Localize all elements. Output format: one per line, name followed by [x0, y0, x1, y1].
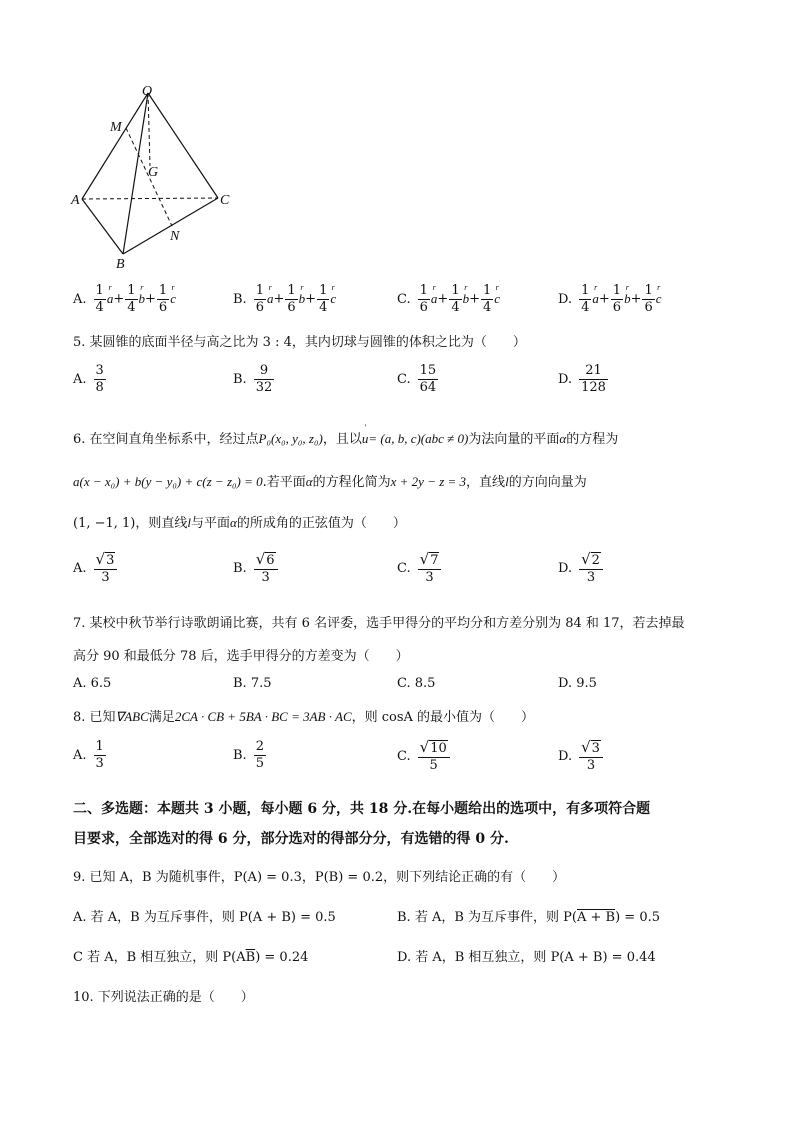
q5-option-a	[73, 364, 107, 394]
numerator: 1	[287, 283, 296, 298]
vector-c	[330, 282, 337, 307]
fraction	[481, 284, 493, 314]
q6-simplified-plane: x + 2y − z = 3	[390, 474, 467, 489]
numerator: 3	[95, 363, 104, 378]
radicand: 10	[430, 741, 447, 756]
vector-mark: r	[268, 282, 272, 292]
q7-line2: 高分 90 和最低分 78 后，选手甲得分的方差变为（ ）	[73, 649, 409, 664]
q8-suffix: ，则 cosA 的最小值为（ ）	[351, 710, 535, 725]
q6-normal: = (a, b, c)(abc ≠ 0)	[368, 431, 469, 446]
plus-sign: +	[273, 291, 285, 307]
option-label: D.	[558, 291, 573, 307]
q8-mid: 满足	[148, 710, 175, 725]
vector-c	[170, 282, 176, 307]
q6-plane-equation: a(x − x₀) + b(y − y₀) + c(z − z₀) = 0	[73, 474, 263, 489]
fraction	[579, 552, 603, 584]
fraction	[579, 284, 591, 314]
q6-text-f: .若平面	[262, 475, 306, 490]
fraction	[317, 284, 329, 314]
edge-bc	[123, 198, 218, 254]
q9-option-d: D. 若 A，B 相互独立，则 P(A + B) = 0.44	[397, 950, 656, 965]
option-label: B.	[233, 560, 247, 576]
q8-option-a	[73, 740, 107, 770]
fraction	[611, 284, 623, 314]
vector-b	[624, 282, 631, 307]
fraction	[642, 284, 654, 314]
label-g: G	[148, 165, 159, 180]
fraction	[579, 364, 608, 394]
edge-ac-hidden	[82, 198, 218, 199]
label-m: M	[110, 120, 122, 135]
denominator: 3	[425, 569, 434, 585]
numerator: 9	[254, 364, 275, 380]
plus-sign: +	[437, 291, 449, 307]
q8-vector-expression: 2CA · CB + 5BA · BC = 3AB · AC	[174, 709, 352, 724]
vector-letter: a	[592, 290, 599, 306]
label-a: A	[71, 193, 80, 208]
vector-letter: a	[106, 290, 114, 306]
denominator: 32	[255, 379, 273, 395]
q6-option-b	[233, 552, 279, 584]
sqrt-symbol: √	[581, 738, 591, 756]
numerator	[418, 740, 450, 758]
label-b: B	[116, 257, 125, 272]
numerator: 1	[451, 283, 460, 298]
option-label: D.	[558, 371, 573, 387]
option-label: B.	[233, 371, 247, 387]
numerator: 1	[419, 283, 428, 298]
q5-option-b	[233, 364, 275, 394]
vector-letter: b	[298, 290, 306, 306]
edge-ob	[123, 93, 148, 254]
q6-alpha-2: α	[305, 474, 313, 489]
edge-ab	[82, 199, 123, 254]
vector-b	[462, 282, 470, 307]
q6-option-d	[558, 552, 604, 584]
fraction	[418, 364, 439, 394]
numerator	[579, 740, 603, 758]
fraction	[157, 284, 169, 314]
numerator: 1	[95, 739, 104, 754]
numerator: 1	[581, 283, 590, 298]
denominator: 6	[419, 299, 428, 315]
segment-og	[148, 93, 150, 166]
sqrt-symbol: √	[581, 550, 591, 568]
plus-sign: +	[113, 291, 125, 307]
denominator: 3	[261, 569, 270, 585]
q6-alpha-3: α	[230, 515, 237, 530]
edge-oa	[82, 93, 148, 199]
fraction	[94, 364, 106, 394]
numerator: 2	[255, 739, 264, 754]
label-n: N	[170, 229, 180, 244]
radicand: 2	[591, 553, 600, 568]
q6-direction-vector: (1, −1, 1)	[73, 516, 136, 531]
option-label: C.	[397, 748, 411, 764]
fraction	[94, 552, 118, 584]
q4-option-d	[558, 284, 662, 314]
q5-option-d	[558, 364, 609, 394]
fraction	[125, 284, 137, 314]
q8-option-d	[558, 740, 604, 772]
section2-heading-line1: 二、多选题：本题共 3 小题，每小题 6 分，共 18 分.在每小题给出的选项中，有多项符合题	[73, 801, 651, 817]
q6-line-l: l	[505, 474, 509, 489]
q4-option-b	[233, 284, 336, 314]
q6-text-b: ，且以	[322, 432, 362, 447]
numerator: 1	[319, 283, 328, 298]
q8-option-b	[233, 740, 267, 770]
fraction	[285, 284, 297, 314]
denominator: 3	[101, 569, 110, 585]
vector-mark: r	[625, 282, 629, 292]
section2-heading-line2: 目要求，全部选对的得 6 分，部分选对的得部分分，有选错的得 0 分.	[73, 831, 509, 847]
q6-line3	[73, 512, 406, 531]
q8-option-c	[397, 740, 451, 772]
q4-option-a	[73, 284, 176, 314]
option-label: B.	[233, 747, 247, 763]
denominator: 6	[255, 299, 264, 315]
radicand: 7	[430, 553, 439, 568]
q5-stem: 5. 某圆锥的底面半径与高之比为 3 : 4，其内切球与圆锥的体积之比为（ ）	[73, 335, 526, 350]
vector-mark: r	[432, 282, 436, 292]
option-label: C.	[397, 291, 411, 307]
option-label: D.	[558, 748, 573, 764]
numerator	[418, 552, 442, 570]
vector-a	[592, 282, 599, 307]
sqrt-symbol: √	[95, 550, 106, 568]
vector-letter: b	[624, 290, 631, 306]
numerator	[94, 552, 118, 570]
label-c: C	[220, 193, 230, 208]
denominator: 5	[429, 757, 438, 773]
denominator: 3	[586, 757, 596, 773]
q6-point: P₀(x₀, y₀, z₀)	[258, 431, 323, 446]
denominator: 4	[95, 299, 104, 315]
vector-mark: r	[300, 282, 304, 292]
denominator: 4	[483, 299, 492, 315]
q6-option-c	[397, 552, 442, 584]
plus-sign: +	[598, 291, 610, 307]
label-o: O	[142, 84, 153, 99]
q6-vector-u: ʹ u	[361, 423, 369, 446]
q6-text-g: 的方程化简为	[312, 475, 391, 490]
plus-sign: +	[630, 291, 642, 307]
q6-alpha: α	[559, 431, 567, 446]
numerator: 1	[158, 283, 168, 298]
vector-mark: r	[464, 282, 468, 292]
numerator: 1	[483, 283, 492, 298]
plus-sign: +	[305, 291, 317, 307]
vector-mark: r	[594, 282, 598, 292]
denominator: 4	[451, 299, 460, 315]
vector-a	[106, 282, 114, 307]
vector-letter: b	[138, 290, 145, 306]
q6-line-l-2: l	[187, 515, 192, 530]
option-label: A.	[73, 291, 87, 307]
vector-letter: c	[330, 290, 337, 306]
option-label: A.	[73, 560, 87, 576]
fraction	[418, 284, 430, 314]
option-label: C.	[397, 371, 411, 387]
tetrahedron-figure	[60, 78, 250, 278]
q6-text-j: ，则直线	[135, 516, 188, 531]
radicand: 3	[591, 741, 600, 756]
denominator: 4	[581, 299, 590, 315]
q8-triangle: ∇ABC	[115, 709, 149, 724]
numerator: 15	[419, 363, 437, 378]
q6-text-i: 的方向向量为	[508, 475, 587, 490]
q6-text-a: 6. 在空间直角坐标系中，经过点	[73, 432, 259, 447]
denominator: 128	[581, 379, 606, 395]
denominator: 4	[127, 299, 136, 315]
denominator: 8	[95, 379, 104, 395]
q9-option-a: A. 若 A，B 为互斥事件，则 P(A + B) = 0.5	[73, 910, 336, 925]
option-label: A.	[73, 371, 87, 387]
fraction	[94, 740, 106, 770]
vector-mark: r	[108, 282, 112, 292]
vector-mark: r	[657, 282, 661, 292]
q6-option-a	[73, 552, 118, 584]
vector-mark: r	[171, 282, 175, 292]
fraction	[254, 740, 266, 770]
fraction	[94, 284, 106, 314]
q6-line1	[73, 423, 619, 447]
denominator: 5	[255, 755, 264, 771]
radicand: 3	[106, 553, 115, 568]
option-label: B.	[233, 291, 247, 307]
denominator: 3	[586, 569, 596, 585]
fraction	[254, 284, 266, 314]
denominator: 6	[644, 299, 653, 315]
q7-option-c: C. 8.5	[397, 676, 436, 691]
denominator: 4	[319, 299, 328, 315]
vector-c	[655, 282, 662, 307]
numerator: 1	[255, 283, 264, 298]
denominator: 6	[612, 299, 622, 315]
vector-b	[298, 282, 306, 307]
plus-sign: +	[469, 291, 480, 307]
q7-option-d: D. 9.5	[558, 676, 597, 691]
q6-text-d: 为法向量的平面	[468, 432, 560, 447]
edge-oc	[148, 93, 218, 198]
denominator: 6	[158, 299, 168, 315]
denominator: 6	[287, 299, 296, 315]
vector-mark: r	[140, 282, 144, 292]
vector-letter: a	[266, 290, 274, 306]
numerator: 21	[579, 364, 608, 380]
fraction	[254, 552, 278, 584]
numerator	[579, 552, 603, 570]
q9-option-b: B. 若 A，B 为互斥事件，则 P(A + B) = 0.5	[397, 910, 660, 925]
vector-mark: r	[331, 282, 335, 292]
option-label: D.	[558, 560, 573, 576]
fraction	[418, 740, 450, 772]
q7-option-b: B. 7.5	[233, 676, 272, 691]
numerator: 1	[95, 283, 104, 298]
q6-text-e: 的方程为	[566, 432, 619, 447]
vector-mark: r	[495, 282, 499, 292]
q4-option-c	[397, 284, 500, 314]
vector-letter: c	[170, 290, 176, 306]
sqrt-symbol: √	[419, 550, 430, 568]
numerator: 1	[644, 283, 653, 298]
q9-stem: 9. 已知 A，B 为随机事件，P(A) = 0.3，P(B) = 0.2，则下列结论正确的有（ ）	[73, 870, 566, 885]
numerator: 1	[127, 283, 136, 298]
vector-a	[266, 282, 274, 307]
vector-letter: a	[430, 290, 438, 306]
fraction	[579, 740, 603, 772]
vector-letter: c	[655, 290, 662, 306]
vector-a	[430, 282, 438, 307]
numerator: 1	[612, 283, 622, 298]
q7-option-a: A. 6.5	[73, 676, 112, 691]
vector-b	[138, 282, 146, 307]
option-label: A.	[73, 747, 87, 763]
q10-stem: 10. 下列说法正确的是（ ）	[73, 990, 254, 1005]
q8-stem	[73, 706, 534, 725]
q6-text-h: ，直线	[466, 475, 506, 490]
q7-line1: 7. 某校中秋节举行诗歌朗诵比赛，共有 6 名评委，选手甲得分的平均分和方差分别为 84 和 17，若去掉最	[73, 616, 685, 631]
q5-option-c	[397, 364, 439, 394]
sqrt-symbol: √	[255, 550, 266, 568]
q6-text-l: 的所成角的正弦值为（ ）	[236, 516, 406, 531]
vector-letter: b	[462, 290, 470, 306]
denominator: 64	[419, 379, 437, 395]
q6-line2	[73, 471, 587, 490]
q6-text-k: 与平面	[191, 516, 231, 531]
fraction	[449, 284, 461, 314]
radicand: 6	[266, 553, 275, 568]
sqrt-symbol: √	[419, 738, 430, 756]
q9-option-c: C 若 A，B 相互独立，则 $P(A\overline{B}) = 0.24$	[73, 950, 309, 965]
q8-prefix: 8. 已知	[73, 710, 116, 725]
fraction	[418, 552, 442, 584]
numerator	[254, 552, 278, 570]
vector-letter: c	[494, 290, 501, 306]
denominator: 3	[95, 755, 104, 771]
option-label: C.	[397, 560, 411, 576]
vector-c	[494, 282, 501, 307]
fraction	[254, 364, 275, 394]
plus-sign: +	[145, 291, 156, 307]
